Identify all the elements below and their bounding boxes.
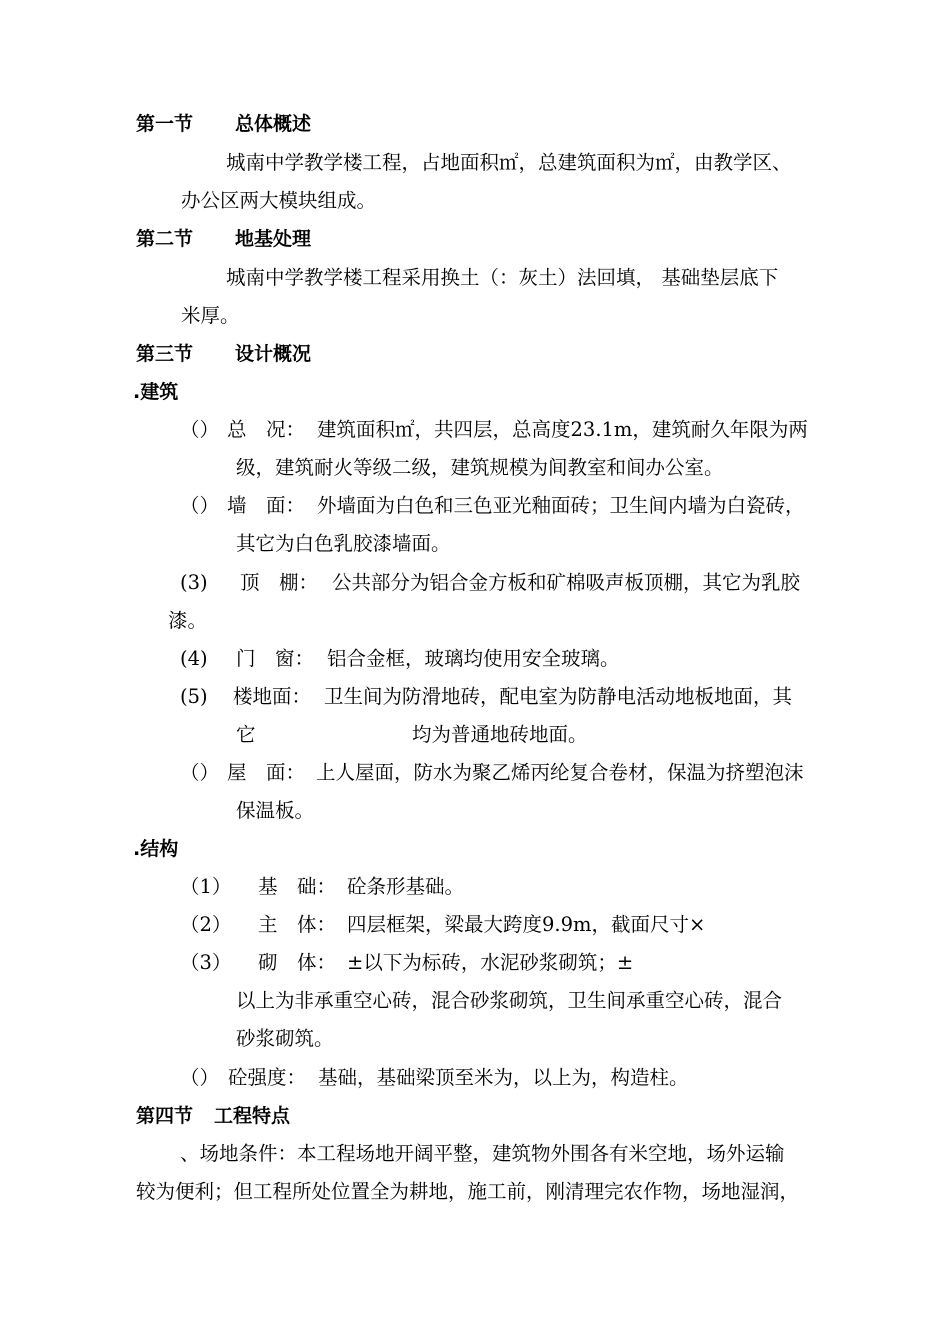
section-number: 第三节: [136, 343, 194, 365]
section-number: 第一节: [136, 113, 194, 135]
item-text-continued: 它: [236, 723, 256, 746]
item-index: （）: [180, 418, 220, 441]
section-title: 设计概况: [235, 343, 312, 365]
item-text: 建筑面积㎡，共四层，总高度23.1m，建筑耐久年限为两: [317, 418, 808, 441]
item-text-continued: 其它为白色乳胶漆墙面。: [236, 532, 451, 555]
item-text: 基础，基础梁顶至米为，以上为，构造柱。: [318, 1066, 689, 1089]
subsection-heading: .建筑: [133, 381, 179, 403]
paragraph-line: 办公区两大模块组成。: [181, 189, 377, 212]
item-label: 总 况：: [227, 418, 306, 441]
item-label: 屋 面：: [227, 761, 306, 784]
item-label: 墙 面：: [227, 494, 306, 517]
item-label: 楼地面：: [233, 685, 312, 708]
item-index: （）: [180, 1066, 220, 1089]
paragraph-line: 城南中学教学楼工程采用换土（：灰土）法回填， 基础垫层底下: [226, 266, 779, 289]
item-text: 铝合金框，玻璃均使用安全玻璃。: [327, 647, 620, 670]
item-label: 砼强度：: [228, 1066, 307, 1089]
section-title: 工程特点: [214, 1105, 291, 1127]
item-text: 卫生间为防滑地砖，配电室为防静电活动地板地面，其: [324, 685, 793, 708]
item-index: (4): [180, 647, 208, 670]
item-text: 公共部分为铝合金方板和矿棉吸声板顶棚，其它为乳胶: [332, 571, 801, 594]
item-text-continued: 级，建筑耐火等级二级，建筑规模为间教室和间办公室。: [236, 456, 724, 479]
paragraph-line: 较为便利；但工程所处位置全为耕地，施工前，刚清理完农作物，场地湿润，: [136, 1180, 800, 1203]
item-label: 顶 棚：: [240, 571, 319, 594]
item-index: (5): [180, 685, 208, 708]
item-index: （）: [180, 761, 220, 784]
item-text: 上人屋面，防水为聚乙烯丙纶复合卷材，保温为挤塑泡沫: [316, 761, 804, 784]
paragraph-line: 米厚。: [181, 304, 240, 327]
item-text: 砼条形基础。: [347, 875, 465, 898]
item-index: （2）: [180, 913, 232, 936]
item-text: 外墙面为白色和三色亚光釉面砖；卫生间内墙为白瓷砖，: [317, 494, 805, 517]
subsection-heading: .结构: [133, 838, 179, 860]
section-number: 第二节: [136, 228, 194, 250]
item-text-continued: 漆。: [168, 609, 208, 632]
section-number: 第四节: [136, 1105, 194, 1127]
item-index: （）: [180, 494, 220, 517]
item-text: 四层框架，梁最大跨度9.9m，截面尺寸×: [347, 913, 706, 936]
item-label: 门 窗：: [236, 647, 315, 670]
item-index: （3）: [180, 951, 232, 974]
paragraph-line: 、场地条件：本工程场地开阔平整，建筑物外围各有米空地，场外运输: [180, 1142, 785, 1165]
item-label: 主 体：: [258, 913, 337, 936]
section-title: 总体概述: [235, 113, 312, 135]
item-text-continued: 砂浆砌筑。: [236, 1027, 334, 1050]
item-label: 基 础：: [258, 875, 337, 898]
item-text: ±以下为标砖，水泥砂浆砌筑；±: [347, 951, 634, 974]
item-text-continued: 均为普通地砖地面。: [412, 723, 588, 746]
item-label: 砌 体：: [258, 951, 337, 974]
item-index: （1）: [180, 875, 232, 898]
paragraph-line: 城南中学教学楼工程，占地面积㎡，总建筑面积为㎡，由教学区、: [226, 151, 792, 174]
item-text-continued: 保温板。: [236, 799, 315, 822]
item-text-continued: 以上为非承重空心砖，混合砂浆砌筑，卫生间承重空心砖，混合: [236, 989, 783, 1012]
section-title: 地基处理: [235, 228, 312, 250]
item-index: (3): [180, 571, 208, 594]
